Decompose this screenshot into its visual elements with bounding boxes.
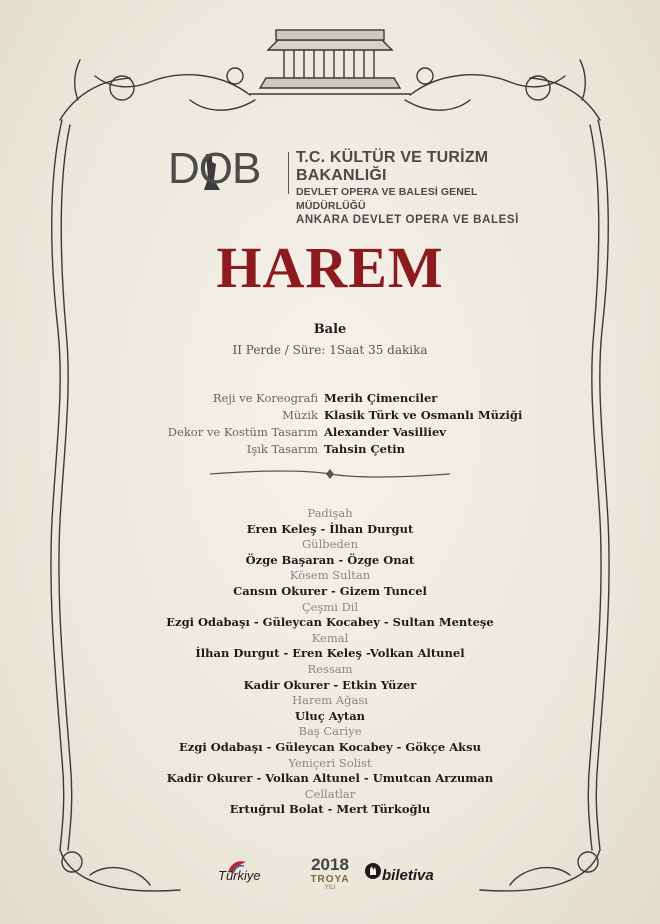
cast-names: Kadir Okurer - Etkin Yüzer — [243, 677, 417, 692]
ornamental-divider — [205, 467, 455, 481]
cast-names: Kadir Okurer - Volkan Altunel - Umutcan Arzuman — [166, 771, 494, 786]
credit-role: Müzik — [282, 408, 318, 422]
cast-role: Padişah — [307, 506, 353, 520]
troya-logo — [300, 856, 360, 892]
credit-row — [0, 391, 660, 408]
cast-role: Yeniçeri Solist — [288, 755, 372, 770]
biletiva-hand-icon — [364, 862, 382, 880]
credit-row — [0, 442, 660, 459]
cast-names: Özge Başaran - Özge Onat — [245, 552, 415, 567]
cast-names: Ezgi Odabaşı - Güleycan Kocabey - Gökçe Aksu — [179, 739, 481, 754]
cast-role: Çeşmi Dil — [301, 599, 359, 614]
turkiye-logo: Türkiye — [218, 868, 261, 883]
credit-row — [0, 425, 660, 442]
cast-role: Ressam — [307, 661, 353, 676]
credit-name: Tahsin Çetin — [324, 442, 405, 456]
credit-role: Işık Tasarım — [246, 442, 318, 456]
credit-name: Klasik Türk ve Osmanlı Müziği — [324, 408, 523, 422]
cast-role: Baş Cariye — [298, 724, 362, 739]
biletiva-logo: biletiva — [382, 867, 434, 884]
directorate-name: DEVLET OPERA VE BALESİ GENEL MÜDÜRLÜĞÜ — [296, 186, 478, 212]
cast-role: Cellatlar — [304, 786, 356, 801]
troya-subtitle: YILI — [324, 885, 336, 891]
cast-names: Cansın Okurer - Gizem Tuncel — [233, 583, 427, 598]
logo-abbreviation: DOB — [168, 144, 261, 193]
credit-name: Alexander Vasilliev — [324, 425, 446, 439]
production-credits — [0, 391, 660, 459]
cast-role: Gülbeden — [301, 537, 358, 552]
logo-separator — [288, 152, 289, 194]
cast-role: Kemal — [311, 630, 349, 645]
cast-role: Kösem Sultan — [289, 568, 371, 583]
cast-names: Eren Keleş - İlhan Durgut — [246, 521, 414, 536]
credit-name: Merih Çimenciler — [324, 391, 438, 405]
sponsor-logos — [0, 856, 660, 896]
performance-title: HAREM — [216, 235, 444, 300]
cast-names: Ezgi Odabaşı - Güleycan Kocabey - Sultan Menteşe — [166, 615, 494, 630]
cast-role: Harem Ağası — [292, 693, 368, 708]
company-name: ANKARA DEVLET OPERA VE BALESİ — [296, 214, 519, 226]
ministry-name: T.C. KÜLTÜR VE TURİZM BAKANLIĞI — [296, 149, 489, 184]
troya-year: 2018 — [311, 855, 349, 874]
logo-text — [296, 149, 520, 227]
cast-names: Uluç Aytan — [294, 708, 366, 723]
cast-names: İlhan Durgut - Eren Keleş -Volkan Altunel — [195, 646, 465, 661]
genre-label: Bale — [313, 322, 347, 337]
credit-row — [0, 408, 660, 425]
troya-name: TROYA — [310, 874, 350, 885]
credit-role: Dekor ve Kostüm Tasarım — [167, 425, 318, 439]
cast-names: Ertuğrul Bolat - Mert Türkoğlu — [229, 802, 431, 817]
credit-role: Reji ve Koreografi — [212, 391, 318, 405]
cast-list — [0, 506, 660, 818]
mausoleum-illustration — [250, 30, 410, 94]
dob-logo — [140, 144, 520, 226]
duration-label: II Perde / Süre: 1Saat 35 dakika — [232, 343, 428, 357]
